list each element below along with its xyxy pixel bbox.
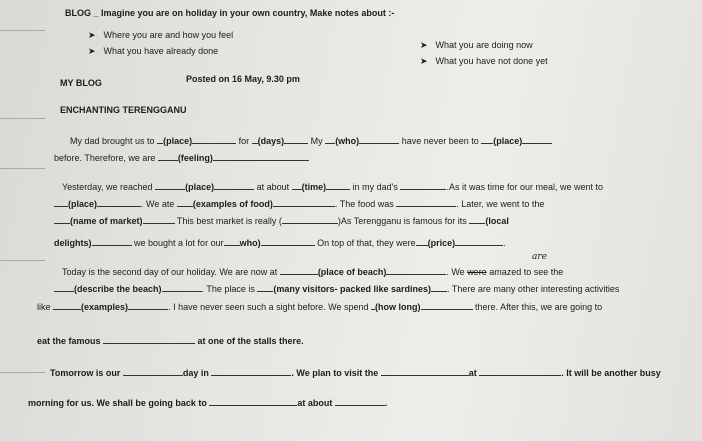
arrow-bullet-icon: ➤ <box>420 56 428 66</box>
paragraph-1-line-2: before. Therefore, we are (feeling) <box>54 151 309 164</box>
posted-date: Posted on 16 May, 9.30 pm <box>186 74 300 84</box>
page-edge-line <box>0 168 45 169</box>
arrow-bullet-icon: ➤ <box>420 40 428 50</box>
arrow-bullet-icon: ➤ <box>88 46 96 56</box>
bullet-item: ➤ Where you are and how you feel <box>88 30 234 40</box>
paragraph-1-line-1: My dad brought us to (place) for (days) My (who) have never been to (place) <box>70 134 552 147</box>
bullet-item: ➤ What you have already done <box>88 46 219 56</box>
worksheet-title: BLOG _ Imagine you are on holiday in your own country, Make notes about :- <box>65 8 395 18</box>
blog-heading: ENCHANTING TERENGGANU <box>60 105 187 115</box>
paragraph-2-line-1: Yesterday, we reached (place) at about (time) in my dad's .As it was time for our meal, we went to <box>62 182 603 192</box>
paragraph-2-line-4: delights) we bought a lot for our who) On top of that, they were (price) . <box>54 238 506 248</box>
paragraph-3-line-2: (describe the beach) . The place is (many visitors- packed like sardines) . There are many other interesting activities <box>54 282 619 295</box>
paragraph-3-line-4: eat the famous at one of the stalls there. <box>37 336 304 346</box>
page-edge-line <box>0 30 45 31</box>
bullet-item: ➤ What you have not done yet <box>420 56 548 66</box>
bullet-item: ➤ What you are doing now <box>420 40 533 50</box>
paragraph-4-line-1: Tomorrow is our day in . We plan to visit the at . It will be another busy <box>50 368 661 378</box>
paragraph-3-line-3: like (examples) . I have never seen such a sight before. We spend (how long) there. After this, we are going to <box>37 302 603 312</box>
page-edge-line <box>0 260 45 261</box>
page-edge-line <box>0 118 45 119</box>
arrow-bullet-icon: ➤ <box>88 30 96 40</box>
my-blog-label: MY BLOG <box>60 78 102 88</box>
paragraph-2-line-2: (place) . We ate (examples of food) . The food was . Later, we went to the <box>54 197 544 210</box>
paragraph-4-line-2: morning for us. We shall be going back to at about . <box>28 398 388 408</box>
page-edge-line <box>0 372 45 373</box>
paragraph-3-line-1: Today is the second day of our holiday. We are now at (place of beach) . We were amazed to see the <box>62 267 564 277</box>
handwritten-correction: are <box>532 252 547 262</box>
paragraph-2-line-3: (name of market) This best market is really ( )As Terengganu is famous for its (local <box>54 214 509 227</box>
